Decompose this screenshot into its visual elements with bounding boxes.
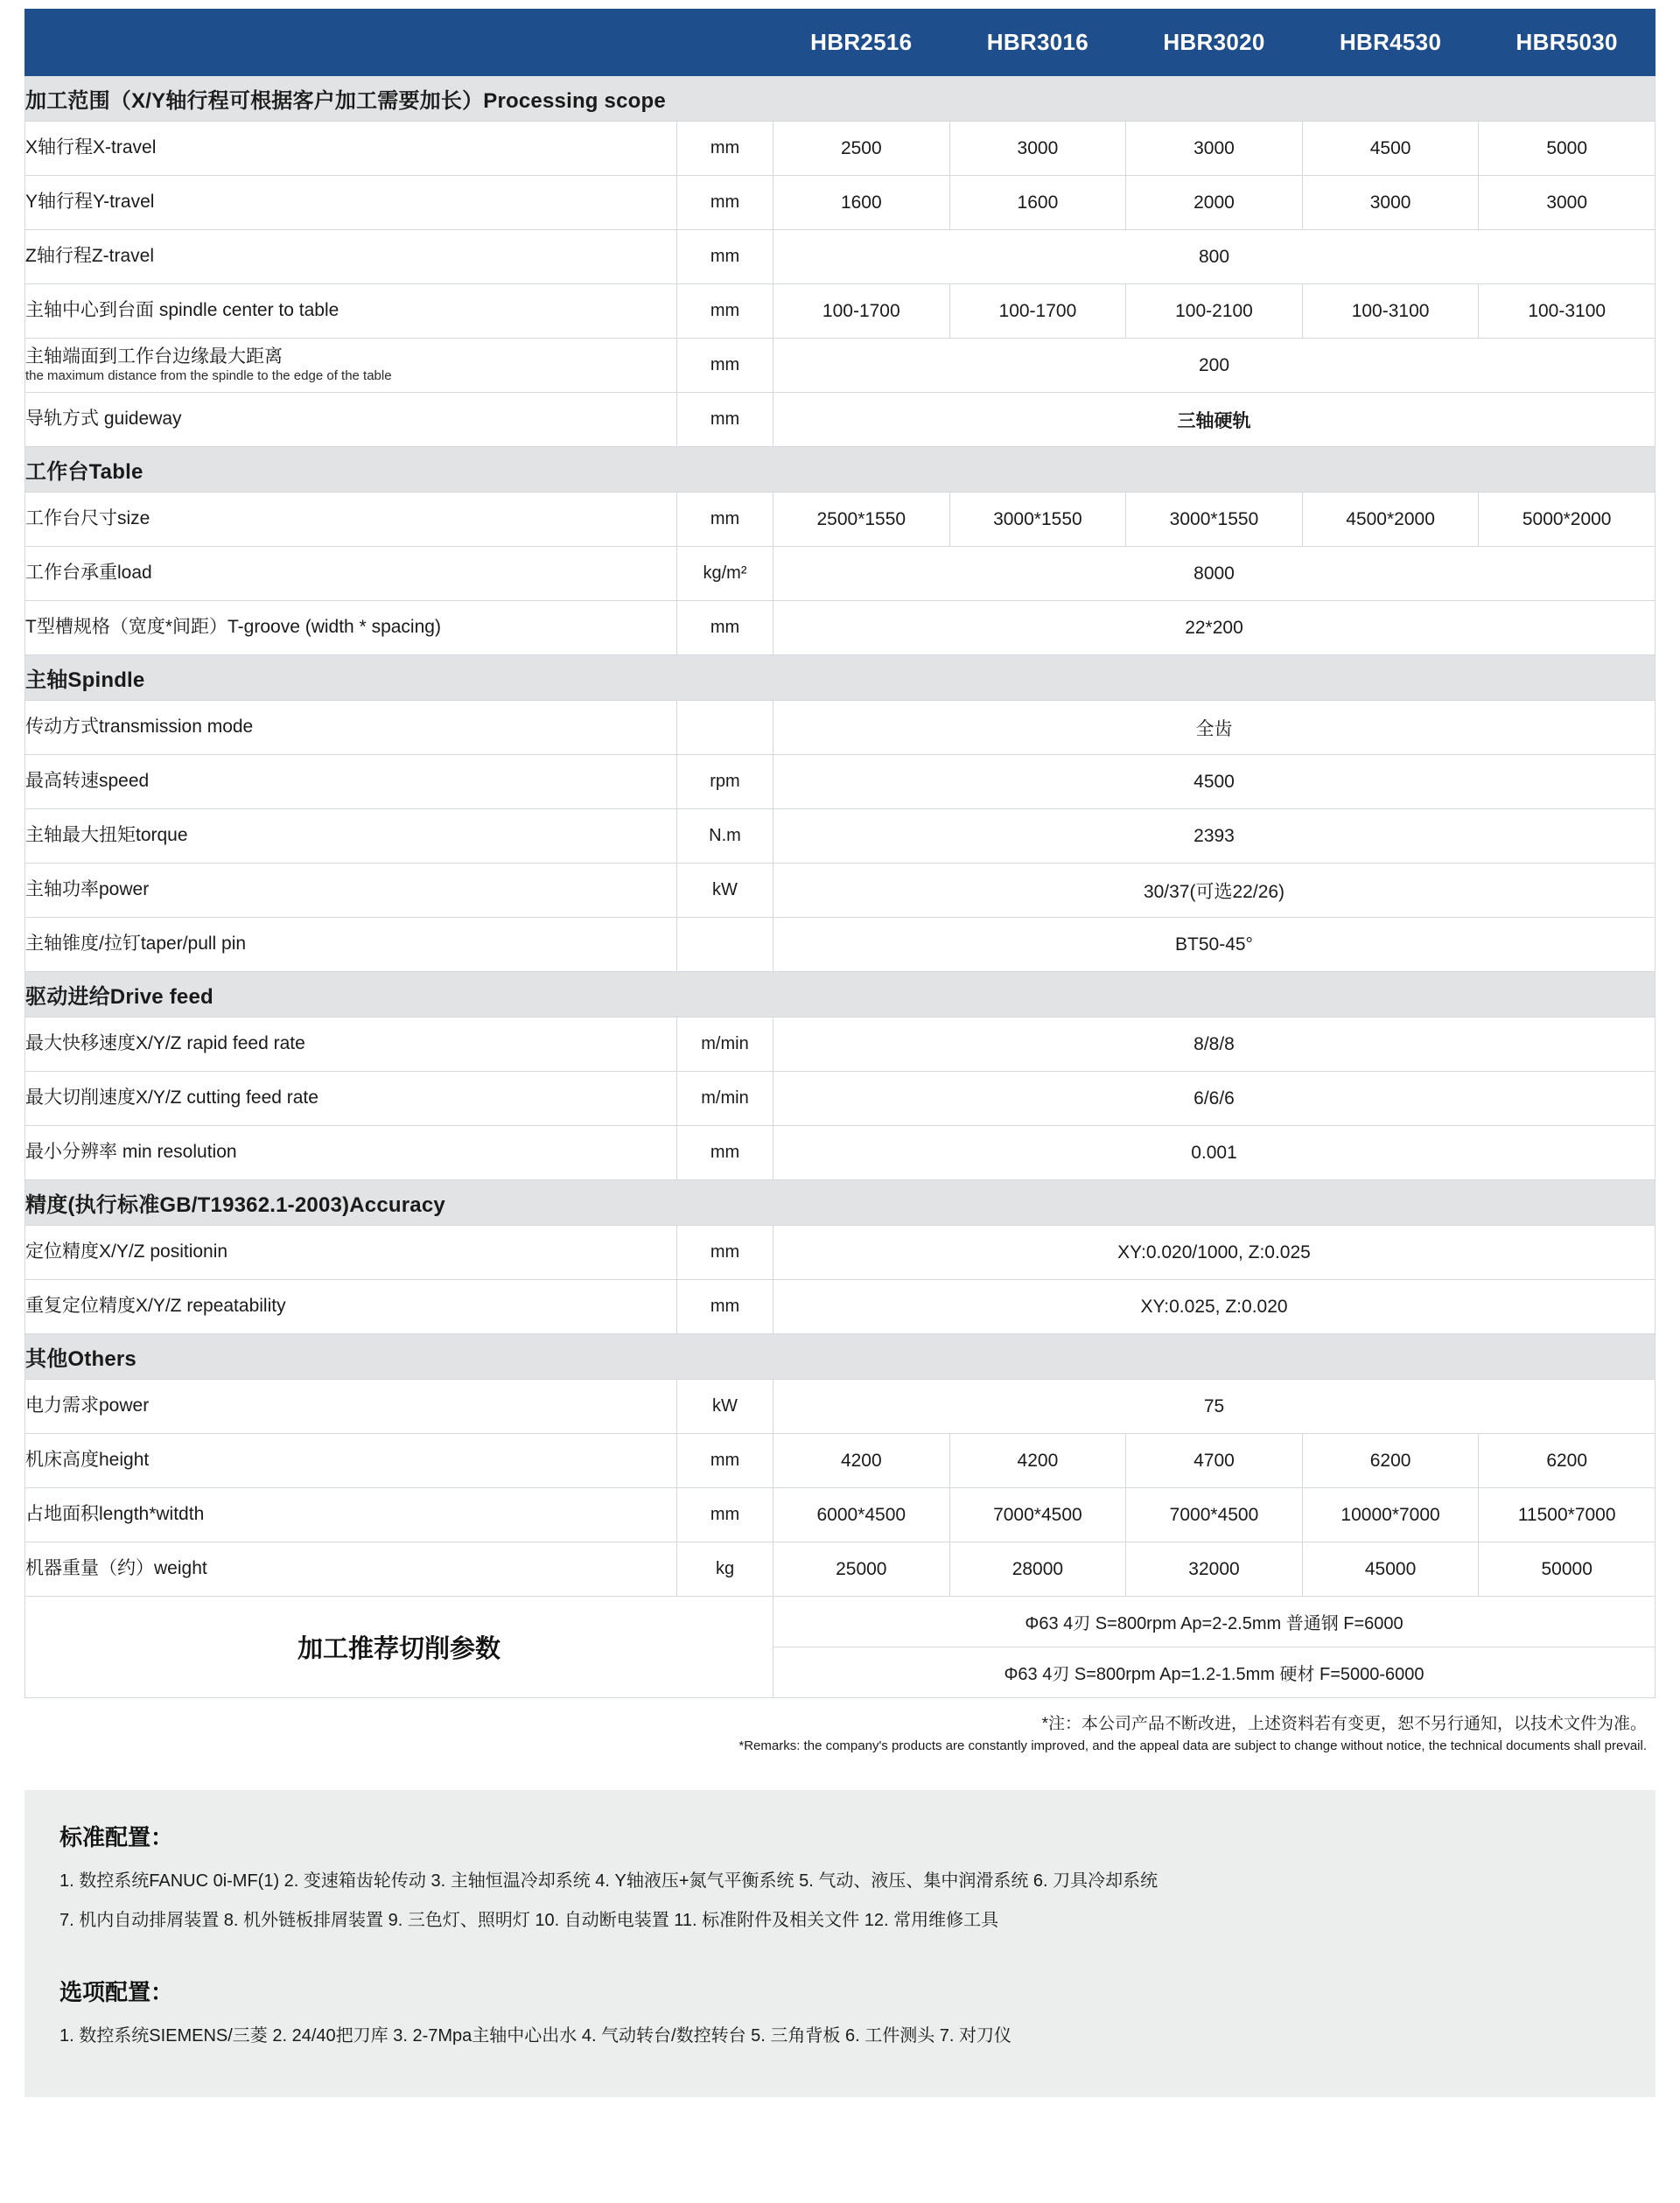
table-row [25,1542,1656,1597]
cutting-parameters-line: Φ63 4刃 S=800rpm Ap=2-2.5mm 普通钢 F=6000 [774,1597,1656,1647]
table-row [25,601,1656,655]
table-row [25,176,1656,230]
section-header-drive-feed [25,972,1656,1018]
row-value-span: 8/8/8 [774,1018,1656,1072]
table-row [25,1280,1656,1334]
row-value: 7000*4500 [949,1488,1126,1542]
model-header-row [25,10,1656,76]
row-unit: rpm [677,755,774,809]
row-label: 重复定位精度X/Y/Z repeatability [25,1280,677,1334]
row-value: 6000*4500 [774,1488,950,1542]
row-value-span: 30/37(可选22/26) [774,864,1656,918]
remarks-block [24,1698,1656,1760]
remark-en: *Remarks: the company's products are constantly improved, and the appeal data are subject to change without notice, the technical documents shall prevail. [738,1738,1647,1753]
standard-config-line-2: 7. 机内自动排屑装置 8. 机外链板排屑装置 9. 三色灯、照明灯 10. 自动断电装置 11. 标准附件及相关文件 12. 常用维修工具 [60,1911,999,1930]
row-value: 100-1700 [949,284,1126,339]
cutting-parameters-row-1 [25,1597,1656,1647]
table-row [25,547,1656,601]
row-value: 6200 [1302,1434,1479,1488]
row-value-span: XY:0.020/1000, Z:0.025 [774,1226,1656,1280]
cutting-parameters-title: 加工推荐切削参数 [25,1597,774,1698]
section-header-table [25,447,1656,493]
row-value-span: 4500 [774,755,1656,809]
row-label: 主轴中心到台面 spindle center to table [25,284,677,339]
row-unit: m/min [677,1018,774,1072]
row-value: 4500*2000 [1302,493,1479,547]
row-value: 1600 [949,176,1126,230]
configuration-panel [24,1790,1656,2097]
row-label: 主轴锥度/拉钉taper/pull pin [25,918,677,972]
row-unit: mm [677,1280,774,1334]
row-value: 3000 [1126,122,1303,176]
section-title: 其他Others [25,1334,1656,1380]
row-label: 传动方式transmission mode [25,701,677,755]
row-unit: mm [677,230,774,284]
row-label: 定位精度X/Y/Z positionin [25,1226,677,1280]
row-value: 11500*7000 [1479,1488,1656,1542]
table-row [25,284,1656,339]
row-value-span: 0.001 [774,1126,1656,1180]
row-label: 主轴最大扭矩torque [25,809,677,864]
row-unit: mm [677,393,774,447]
row-unit [677,918,774,972]
row-value: 7000*4500 [1126,1488,1303,1542]
model-header-4: HBR5030 [1479,10,1656,76]
table-row [25,493,1656,547]
row-unit: mm [677,339,774,393]
row-unit: mm [677,1488,774,1542]
row-value-span: 200 [774,339,1656,393]
row-unit: kg/m² [677,547,774,601]
row-unit: mm [677,122,774,176]
row-value: 3000*1550 [949,493,1126,547]
row-value: 3000 [1479,176,1656,230]
row-unit: mm [677,1434,774,1488]
row-unit: mm [677,601,774,655]
row-value: 45000 [1302,1542,1479,1597]
standard-config-title: 标准配置： [60,1824,174,1850]
table-row [25,1226,1656,1280]
row-value: 5000*2000 [1479,493,1656,547]
row-label: 占地面积length*witdth [25,1488,677,1542]
row-label: 最大切削速度X/Y/Z cutting feed rate [25,1072,677,1126]
section-header-others [25,1334,1656,1380]
section-title: 精度(执行标准GB/T19362.1-2003)Accuracy [25,1180,1656,1226]
model-header-1: HBR3016 [949,10,1126,76]
row-label: Y轴行程Y-travel [25,176,677,230]
row-value: 50000 [1479,1542,1656,1597]
section-title: 主轴Spindle [25,655,1656,701]
row-value: 1600 [774,176,950,230]
model-header-3: HBR4530 [1302,10,1479,76]
row-label: 机器重量（约）weight [25,1542,677,1597]
row-unit: mm [677,176,774,230]
table-row [25,1380,1656,1434]
table-row [25,1488,1656,1542]
table-row [25,393,1656,447]
row-value-span: 800 [774,230,1656,284]
row-label: 机床高度height [25,1434,677,1488]
table-row [25,1072,1656,1126]
table-header [25,10,1656,76]
row-label-en: the maximum distance from the spindle to the edge of the table [25,368,392,384]
row-unit [677,701,774,755]
row-value-span: 全齿 [774,701,1656,755]
section-title: 工作台Table [25,447,1656,493]
remark-cn: *注：本公司产品不断改进，上述资料若有变更，恕不另行通知，以技术文件为准。 [1041,1715,1647,1733]
section-header-processing-scope [25,76,1656,122]
table-row [25,339,1656,393]
row-value: 10000*7000 [1302,1488,1479,1542]
row-unit: kW [677,864,774,918]
table-row [25,1018,1656,1072]
header-unit-blank [677,10,774,76]
row-value: 4200 [774,1434,950,1488]
row-value: 3000*1550 [1126,493,1303,547]
row-value: 32000 [1126,1542,1303,1597]
standard-config-line-1: 1. 数控系统FANUC 0i-MF(1) 2. 变速箱齿轮传动 3. 主轴恒温冷却系统 4. Y轴液压+氮气平衡系统 5. 气动、液压、集中润滑系统 6. 刀具冷却系统 [60,1871,1158,1891]
row-value: 28000 [949,1542,1126,1597]
cutting-parameters-line: Φ63 4刃 S=800rpm Ap=1.2-1.5mm 硬材 F=5000-6000 [774,1647,1656,1698]
table-row [25,809,1656,864]
row-value: 25000 [774,1542,950,1597]
row-value: 100-1700 [774,284,950,339]
row-label-cn: 主轴端面到工作台边缘最大距离 [25,346,283,367]
row-value-span: BT50-45° [774,918,1656,972]
table-row [25,864,1656,918]
row-unit: N.m [677,809,774,864]
row-label: T型槽规格（宽度*间距）T-groove (width * spacing) [25,601,677,655]
section-header-spindle [25,655,1656,701]
row-label: 主轴功率power [25,864,677,918]
row-value-span: 75 [774,1380,1656,1434]
section-title: 加工范围（X/Y轴行程可根据客户加工需要加长）Processing scope [25,76,1656,122]
row-value: 100-3100 [1302,284,1479,339]
row-value: 100-3100 [1479,284,1656,339]
section-title: 驱动进给Drive feed [25,972,1656,1018]
row-label: X轴行程X-travel [25,122,677,176]
row-value: 2000 [1126,176,1303,230]
specification-table [24,9,1656,1698]
row-unit: mm [677,493,774,547]
row-unit: mm [677,1226,774,1280]
row-value: 5000 [1479,122,1656,176]
row-value: 3000 [1302,176,1479,230]
row-unit: kg [677,1542,774,1597]
row-value-span: 22*200 [774,601,1656,655]
table-row [25,122,1656,176]
model-header-2: HBR3020 [1126,10,1303,76]
table-row [25,701,1656,755]
row-value: 4700 [1126,1434,1303,1488]
row-label: 工作台尺寸size [25,493,677,547]
option-config-title: 选项配置： [60,1979,174,2005]
model-header-0: HBR2516 [774,10,950,76]
table-row [25,918,1656,972]
row-value-span: 8000 [774,547,1656,601]
table-body [25,76,1656,1698]
row-unit: kW [677,1380,774,1434]
option-config-line-1: 1. 数控系统SIEMENS/三菱 2. 24/40把刀库 3. 2-7Mpa主轴中心出水 4. 气动转台/数控转台 5. 三角背板 6. 工件测头 7. 对刀仪 [60,2026,1012,2046]
row-unit: mm [677,284,774,339]
row-value: 4200 [949,1434,1126,1488]
row-label: Z轴行程Z-travel [25,230,677,284]
row-label: 最大快移速度X/Y/Z rapid feed rate [25,1018,677,1072]
row-unit: m/min [677,1072,774,1126]
row-label: 电力需求power [25,1380,677,1434]
row-label: 最高转速speed [25,755,677,809]
table-row [25,230,1656,284]
row-label: 最小分辨率 min resolution [25,1126,677,1180]
row-label [25,339,677,393]
row-value-span: 三轴硬轨 [774,393,1656,447]
row-value-span: 6/6/6 [774,1072,1656,1126]
row-value-span: 2393 [774,809,1656,864]
row-value: 100-2100 [1126,284,1303,339]
table-row [25,1434,1656,1488]
row-label: 导轨方式 guideway [25,393,677,447]
row-value: 6200 [1479,1434,1656,1488]
row-label: 工作台承重load [25,547,677,601]
section-header-accuracy [25,1180,1656,1226]
row-value-span: XY:0.025, Z:0.020 [774,1280,1656,1334]
table-row [25,1126,1656,1180]
row-value: 4500 [1302,122,1479,176]
table-row [25,755,1656,809]
row-unit: mm [677,1126,774,1180]
row-value: 2500*1550 [774,493,950,547]
header-label-blank [25,10,677,76]
row-value: 2500 [774,122,950,176]
row-value: 3000 [949,122,1126,176]
